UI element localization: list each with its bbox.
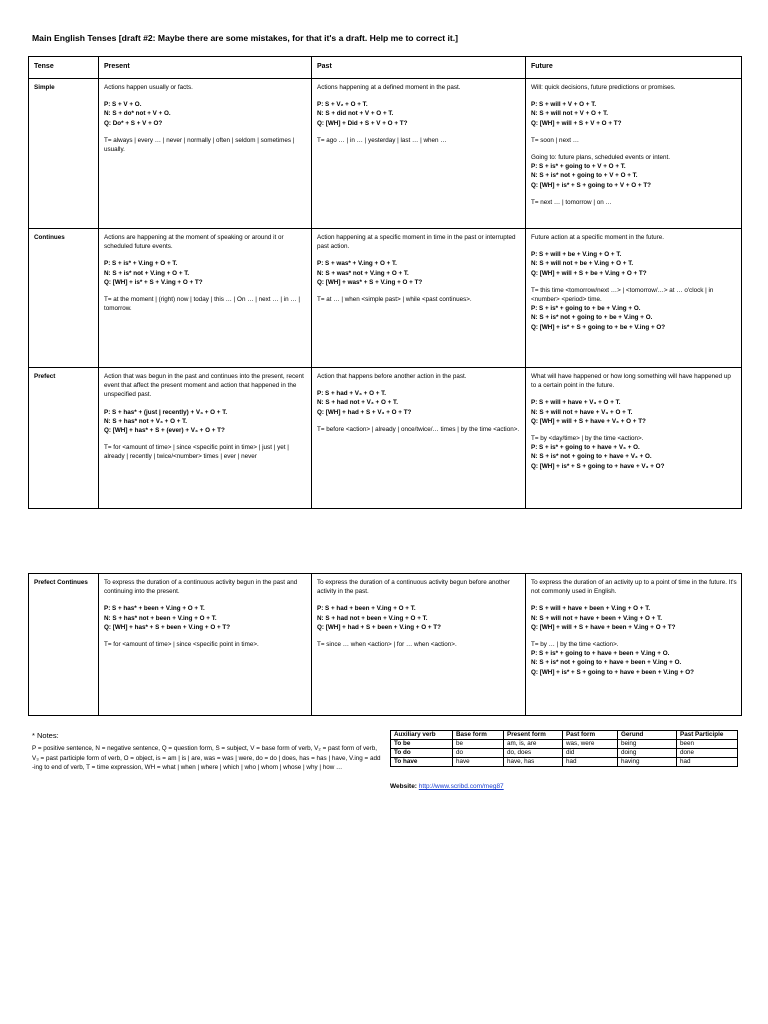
positive-formula: P: S + had + been + V.ing + O + T. [317,605,416,613]
cell-continues-present [99,229,312,368]
website-link[interactable]: http://www.scribd.com/meg87 [418,783,504,790]
positive-formula: P: S + will + be + V.ing + O + T. [531,251,622,259]
aux-row-to-do [391,749,738,758]
row-perfect [29,368,742,509]
aux-cell: To have [391,758,453,767]
time-expressions: T= before <action> | already | once/twice/… times | by the time <action>. [317,425,520,433]
time-expressions: T= for <amount of time> | since <specific point in time>. [104,641,259,649]
question-formula-going-to: Q: [WH] + is* + S + going to + be + V.ing + O? [531,323,666,331]
positive-formula: P: S + will + have + been + V.ing + O + T. [531,605,651,613]
website-line [390,783,504,790]
question-formula: Q: [WH] + will + S + have + V₃ + O + T? [531,417,646,425]
question-formula: Q: [WH] + was* + S + V.ing + O + T? [317,278,423,286]
notes [32,731,382,772]
positive-formula: P: S + has* + (just | recently) + V₃ + O + T. [104,408,228,416]
description: Actions are happening at the moment of speaking or around it or scheduled future events. [104,234,284,251]
positive-formula: P: S + had + V₃ + O + T. [317,390,387,398]
time-expressions: T= by <day/time> | by the time <action>. [531,435,644,443]
row-perfect-continues [29,574,742,716]
tense-name-perfect-continues: Prefect Continues [29,574,99,716]
time-expressions: T= this time <tomorrow/next …> | <tomorrow/…> at … o'clock | in <number> <period> time. [531,286,714,304]
cell-perfect-continues-past [312,574,526,716]
header-present: Present [99,57,312,79]
header-past: Past [312,57,526,79]
cell-perfect-present [99,368,312,509]
question-formula: Q: [WH] + Did + S + V + O + T? [317,119,408,127]
aux-cell: To do [391,749,453,758]
aux-cell: done [677,749,738,758]
positive-formula: P: S + is* + V.ing + O + T. [104,260,178,268]
aux-header: Base form [453,731,504,740]
positive-formula-going-to: P: S + is* + going to + have + V₃ + O. [531,444,640,452]
description: To express the duration of a continuous activity begun in the past and continuing into the present. [104,579,298,596]
description: To express the duration of an activity up to a point of time in the future. It's not commonly used in English. [531,579,737,596]
aux-cell: do, does [504,749,563,758]
question-formula-going-to: Q: [WH] + is* + S + going to + have + V₃ + O? [531,462,665,470]
notes-heading: * Notes: [32,731,59,740]
question-formula: Q: [WH] + had + S + V₃ + O + T? [317,408,412,416]
row-simple [29,79,742,229]
question-formula: Q: [WH] + will + S + V + O + T? [531,119,622,127]
cell-perfect-continues-present [99,574,312,716]
question-formula: Q: [WH] + has* + S + (ever) + V₃ + O + T? [104,427,225,435]
aux-cell: be [453,740,504,749]
aux-header-row [391,731,738,740]
aux-header: Present form [504,731,563,740]
time-expressions: T= for <amount of time> | since <specific point in time> | just | yet | already | recently | twice/<number> times | ever | never [104,444,289,461]
description: Actions happen usually or facts. [104,84,193,91]
description: Action that happens before another action in the past. [317,373,467,380]
time-expressions: T= at the moment | (right) now | today | this … | On … | next … | in … | tomorrow. [104,296,301,313]
description: What will have happened or how long something will have happened up to a certain point in the future. [531,373,731,390]
positive-formula-going-to: P: S + is* + going to + V + O + T. [531,163,626,171]
question-formula: Q: [WH] + has* + S + been + V.ing + O + T? [104,623,231,631]
positive-formula-going-to: P: S + is* + going to + have + been + V.ing + O. [531,650,670,658]
cell-continues-past [312,229,526,368]
aux-header: Past form [563,731,618,740]
question-formula: Q: Do* + S + V + O? [104,119,163,127]
positive-formula: P: S + V + O. [104,101,142,109]
aux-row-to-be [391,740,738,749]
question-formula-going-to: Q: [WH] + is* + S + going to + have + been + V.ing + O? [531,668,694,676]
negative-formula: N: S + will not + be + V.ing + O + T. [531,260,634,268]
cell-perfect-future [526,368,742,509]
description: Action happening at a specific moment in time in the past or interrupted past action. [317,234,516,251]
header-tense: Tense [29,57,99,79]
negative-formula: N: S + had not + V₃ + O + T. [317,399,398,407]
website-label: Website: [390,783,417,790]
aux-row-to-have [391,758,738,767]
negative-formula-going-to: N: S + is* not + going to + have + V₃ + O. [531,453,652,461]
aux-cell: had [563,758,618,767]
aux-header: Past Participle [677,731,738,740]
cell-simple-past [312,79,526,229]
time-expressions: T= since … when <action> | for … when <action>. [317,641,457,649]
header-row [29,57,742,79]
negative-formula: N: S + will not + V + O + T. [531,110,608,118]
aux-cell: been [677,740,738,749]
page-title [32,33,732,44]
aux-cell: having [618,758,677,767]
description: To express the duration of a continuous activity begun before another activity in the past. [317,579,510,596]
negative-formula-going-to: N: S + is* not + going to + V + O + T. [531,172,638,180]
negative-formula: N: S + has* not + been + V.ing + O + T. [104,614,217,622]
question-formula: Q: [WH] + had + S + been + V.ing + O + T? [317,623,441,631]
time-expressions: T= by … | by the time <action>. [531,641,619,649]
negative-formula: N: S + is* not + V.ing + O + T. [104,269,190,277]
aux-cell: had [677,758,738,767]
question-formula: Q: [WH] + will + S + be + V.ing + O + T? [531,269,647,277]
notes-text: P = positive sentence, N = negative sentence, Q = question form, S = subject, V = base form of verb, V₂ = past form of verb, V₃ = past participle form of verb, O = object, is = am | is | are, was = was | were, do = do | does, has = has | have, V.ing = add -ing to end of verb, T = time expression, WH = what | when | where | which | who | whom | whose | why | how … [32,745,381,771]
negative-formula-going-to: N: S + is* not + going to + be + V.ing + O. [531,314,653,322]
aux-cell: have, has [504,758,563,767]
row-continues [29,229,742,368]
tenses-table-bottom [28,573,742,716]
aux-cell: was, were [563,740,618,749]
description: Will: quick decisions, future predictions or promises. [531,84,676,91]
positive-formula: P: S + has* + been + V.ing + O + T. [104,605,205,613]
time-expressions: T= at … | when <simple past> | while <past continues>. [317,296,472,304]
aux-cell: To be [391,740,453,749]
description: Future action at a specific moment in the future. [531,234,665,241]
aux-cell: do [453,749,504,758]
negative-formula-going-to: N: S + is* not + going to + have + been + V.ing + O. [531,659,682,667]
question-formula-going-to: Q: [WH] + is* + S + going to + V + O + T? [531,181,652,189]
cell-continues-future [526,229,742,368]
aux-header: Gerund [618,731,677,740]
time-expressions-going-to: T= next … | tomorrow | on … [531,198,612,206]
positive-formula: P: S + was* + V.ing + O + T. [317,260,397,268]
aux-cell: being [618,740,677,749]
positive-formula: P: S + will + have + V₃ + O + T. [531,399,621,407]
header-future: Future [526,57,742,79]
time-expressions: T= always | every … | never | normally | often | seldom | sometimes | usually. [104,136,295,154]
cell-simple-present [99,79,312,229]
question-formula: Q: [WH] + is* + S + V.ing + O + T? [104,278,203,286]
tense-name-simple: Simple [29,79,99,229]
aux-cell: am, is, are [504,740,563,749]
title-note: [draft #2: Maybe there are some mistakes, for that it's a draft. Help me to correct it.] [118,33,458,43]
question-formula: Q: [WH] + will + S + have + been + V.ing + O + T? [531,623,676,631]
positive-formula: P: S + V₂ + O + T. [317,101,368,109]
aux-header: Auxiliary verb [391,731,453,740]
description: Action that was begun in the past and continues into the present, recent event that affect the present moment and action that happened in the unspecified past. [104,373,304,399]
description: Actions happening at a defined moment in the past. [317,84,461,91]
negative-formula: N: S + did not + V + O + T. [317,110,394,118]
negative-formula: N: S + will not + have + been + V.ing + O + T. [531,614,662,622]
aux-cell: did [563,749,618,758]
tenses-table-top [28,56,742,509]
negative-formula: N: S + was* not + V.ing + O + T. [317,269,409,277]
negative-formula: N: S + do* not + V + O. [104,110,171,118]
time-expressions: T= ago … | in … | yesterday | last … | when … [317,136,447,144]
cell-simple-future [526,79,742,229]
positive-formula: P: S + will + V + O + T. [531,101,597,109]
negative-formula: N: S + has* not + V₃ + O + T. [104,417,188,425]
aux-cell: have [453,758,504,767]
time-expressions: T= soon | next … [531,136,580,144]
negative-formula: N: S + had not + been + V.ing + O + T. [317,614,428,622]
tense-name-continues: Continues [29,229,99,368]
positive-formula-going-to: P: S + is* + going to + be + V.ing + O. [531,305,641,313]
cell-perfect-continues-future [526,574,742,716]
auxiliary-verbs-table [390,730,738,767]
cell-perfect-past [312,368,526,509]
negative-formula: N: S + will not + have + V₃ + O + T. [531,408,633,416]
aux-cell: doing [618,749,677,758]
tense-name-perfect: Prefect [29,368,99,509]
description-going-to: Going to: future plans, scheduled events or intent. [531,154,670,162]
title-main: Main English Tenses [32,33,117,43]
